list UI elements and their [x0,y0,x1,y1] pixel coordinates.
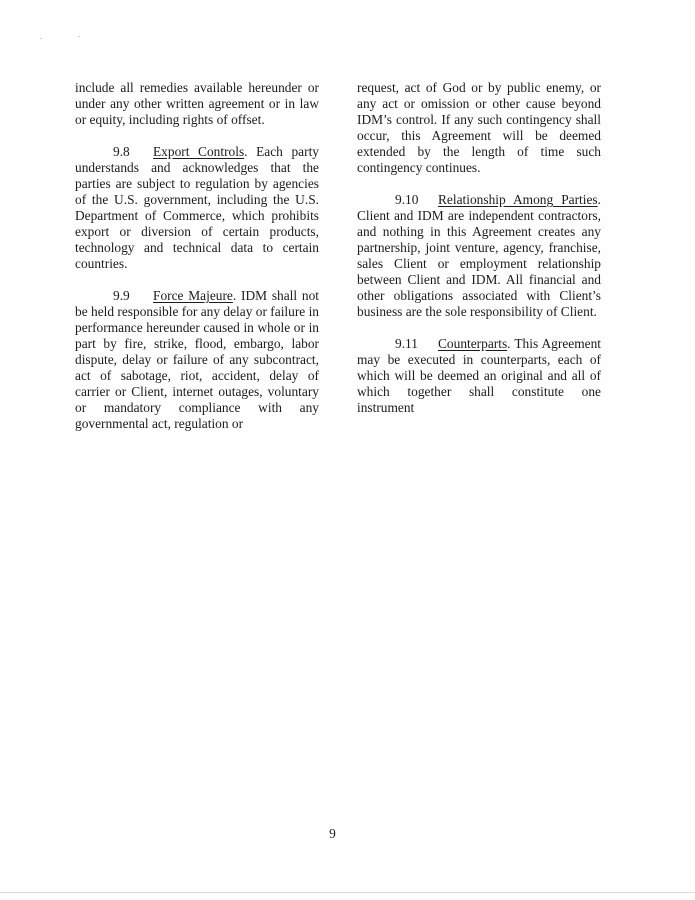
scan-speck [78,36,80,37]
section-body: . Client and IDM are independent contractors, and nothing in this Agreement creates any partnership, joint venture, agency, franchise, sales Client or employment relationship between Client and IDM. All financial and other obligations associated with Client’s business are the sole responsibility of Client. [357,192,601,319]
section-number: 9.11 [395,336,418,351]
section-heading: Force Majeure [153,288,233,303]
continuation-paragraph: request, act of God or by public enemy, or any act or omission or other cause beyond IDM’s control. If any such contingency shall occur, this Agreement will be deemed extended by the length of time such contingency continues. [357,80,601,175]
section-heading: Relationship Among Parties [438,192,598,207]
scan-bottom-edge [0,892,695,893]
section-number: 9.9 [113,288,130,303]
right-column [357,80,601,432]
section-9-9 [75,288,319,432]
section-9-11 [357,336,601,416]
section-heading: Export Controls [153,144,245,159]
section-number: 9.8 [113,144,130,159]
section-9-10 [357,192,601,320]
scan-speck [40,38,42,39]
page-number: 9 [329,826,336,841]
section-body: . This Agreement may be executed in counterparts, each of which will be deemed an original and all of which together shall constitute one instrument [357,336,601,415]
section-body: . Each party understands and acknowledges that the parties are subject to regulation by agencies of the U.S. government, including the U.S. Department of Commerce, which prohibits export or diversion of certain products, technology and technical data to certain countries. [75,144,319,271]
section-body: . IDM shall not be held responsible for any delay or failure in performance hereunder caused in whole or in part by fire, strike, flood, embargo, labor dispute, delay or failure of any subcontract, act of sabotage, riot, accident, delay of carrier or Client, internet outages, voluntary or mandatory compliance with any governmental act, regulation or [75,288,320,431]
section-number: 9.10 [395,192,419,207]
section-heading: Counterparts [438,336,508,351]
left-column [75,80,319,448]
continuation-paragraph: include all remedies available hereunder or under any other written agreement or in law or equity, including rights of offset. [75,80,319,127]
section-9-8 [75,144,319,272]
